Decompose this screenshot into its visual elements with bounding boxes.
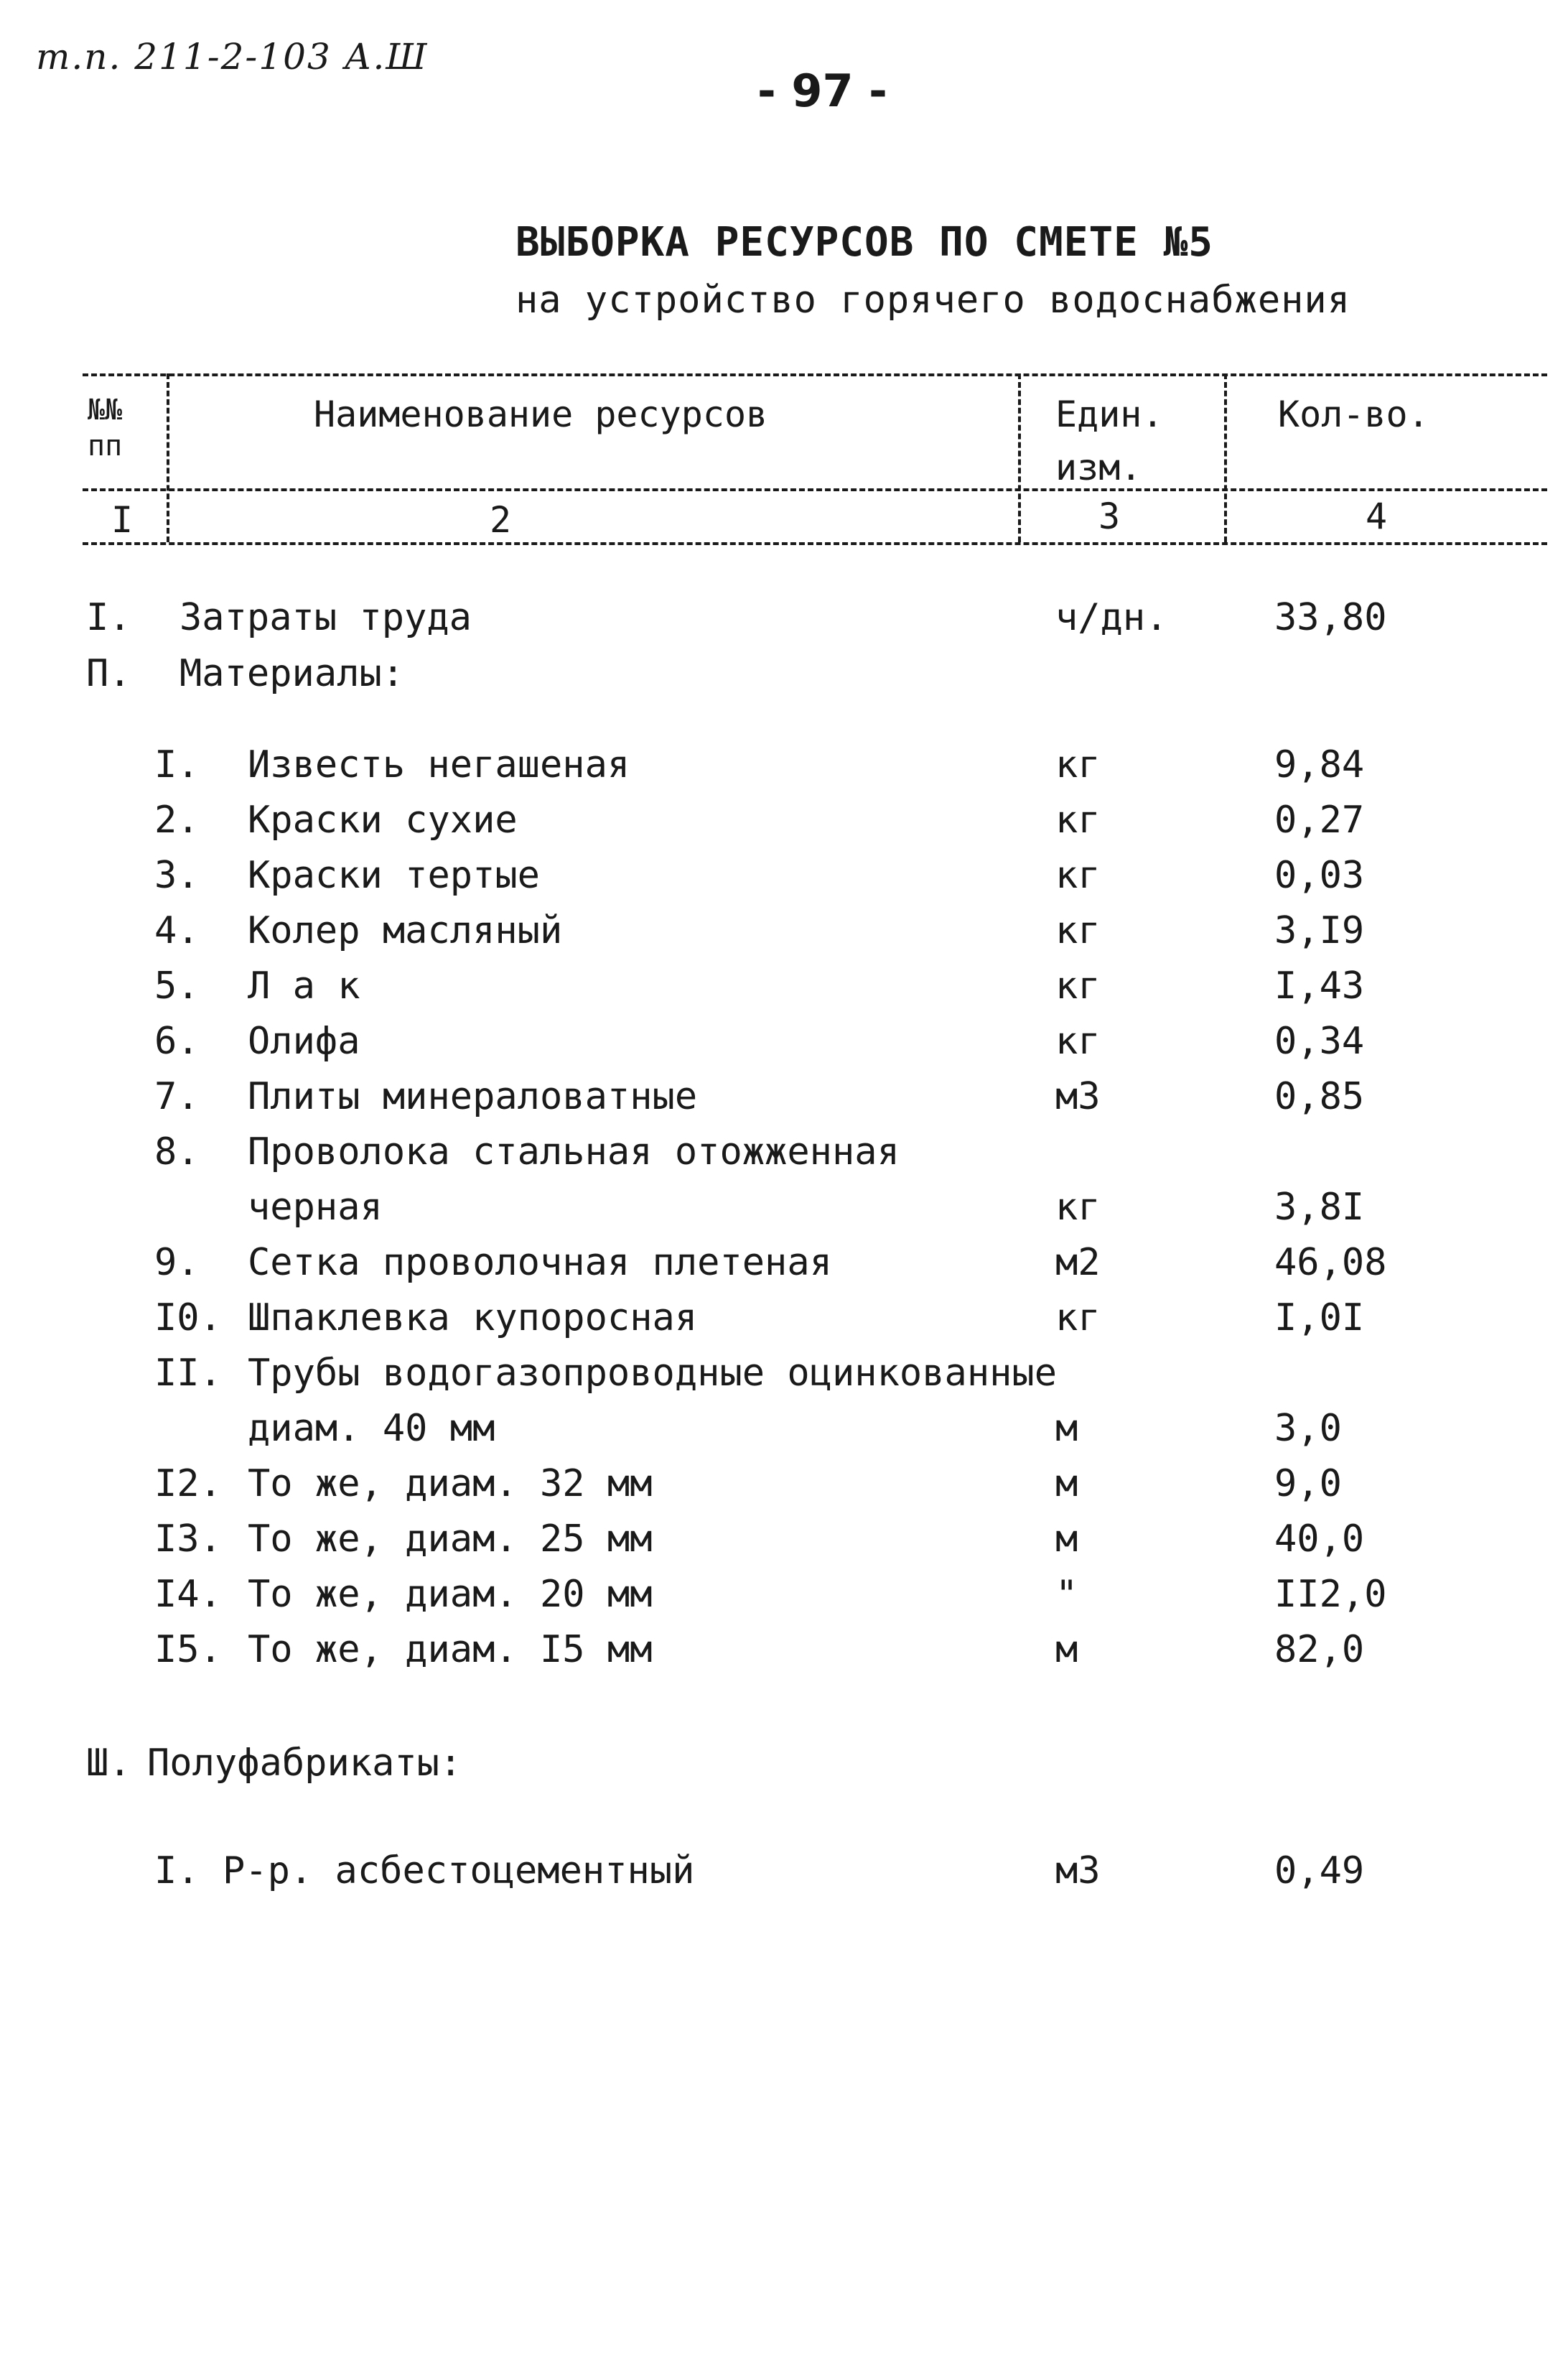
- page-subtitle: на устройство горячего водоснабжения: [515, 279, 1351, 322]
- header-col3-line2: изм.: [1055, 447, 1142, 488]
- header-divider-3: [1224, 373, 1227, 542]
- item-number: 7.: [154, 1075, 200, 1118]
- item-number: I2.: [154, 1462, 222, 1505]
- header-num-3: 3: [1098, 496, 1121, 537]
- item-number: 6.: [154, 1020, 200, 1063]
- item-qty: 0,34: [1274, 1020, 1365, 1063]
- item-name: черная: [248, 1186, 383, 1229]
- item-unit: м3: [1055, 1849, 1101, 1892]
- header-top-rule: [83, 373, 1547, 376]
- section-1-name: Затраты труда: [179, 596, 472, 639]
- item-number: I0.: [154, 1296, 222, 1339]
- item-name: диам. 40 мм: [248, 1407, 495, 1450]
- section-1-number: I.: [86, 596, 131, 639]
- item-name: То же, диам. 32 мм: [248, 1462, 653, 1505]
- item-name: Проволока стальная отожженная: [248, 1130, 900, 1173]
- item-unit: кг: [1055, 965, 1101, 1008]
- item-qty: 0,85: [1274, 1075, 1365, 1118]
- item-number: 4.: [154, 909, 200, 952]
- item-name: То же, диам. 25 мм: [248, 1518, 653, 1561]
- item-unit: м2: [1055, 1241, 1101, 1284]
- header-col2: Наименование ресурсов: [314, 394, 768, 435]
- header-col1-line1: №№: [88, 394, 123, 427]
- item-qty: 46,08: [1274, 1241, 1387, 1284]
- header-col4: Кол-во.: [1278, 394, 1429, 435]
- page-number: - 97 -: [757, 65, 887, 117]
- item-unit: м3: [1055, 1075, 1101, 1118]
- item-qty: 0,27: [1274, 799, 1365, 842]
- item-number: I3.: [154, 1518, 222, 1561]
- header-num-1: I: [111, 499, 134, 541]
- item-number: I4.: [154, 1573, 222, 1616]
- item-number: II.: [154, 1352, 222, 1395]
- page-title: ВЫБОРКА РЕСУРСОВ ПО СМЕТЕ №5: [515, 219, 1214, 266]
- item-name: Р-р. асбестоцементный: [223, 1849, 695, 1892]
- item-name: То же, диам. 20 мм: [248, 1573, 653, 1616]
- item-unit: м: [1055, 1462, 1078, 1505]
- header-col1-line2: пп: [88, 429, 123, 463]
- item-number: 3.: [154, 854, 200, 897]
- item-unit: м: [1055, 1407, 1078, 1450]
- item-qty: II2,0: [1274, 1573, 1387, 1616]
- header-num-4: 4: [1366, 496, 1388, 537]
- section-3-number: Ш.: [86, 1742, 131, 1785]
- item-name: Шпаклевка купоросная: [248, 1296, 698, 1339]
- item-name: То же, диам. I5 мм: [248, 1628, 653, 1671]
- item-number: 9.: [154, 1241, 200, 1284]
- header-divider-1: [167, 373, 169, 542]
- item-qty: 82,0: [1274, 1628, 1365, 1671]
- item-qty: 9,84: [1274, 743, 1365, 786]
- header-bottom-rule: [83, 542, 1547, 545]
- item-unit: кг: [1055, 1186, 1101, 1229]
- item-name: Колер масляный: [248, 909, 563, 952]
- item-unit: м: [1055, 1628, 1078, 1671]
- item-unit: кг: [1055, 743, 1101, 786]
- item-qty: 0,03: [1274, 854, 1365, 897]
- item-number: I.: [154, 743, 200, 786]
- item-unit: кг: [1055, 854, 1101, 897]
- item-number: I5.: [154, 1628, 222, 1671]
- item-name: Сетка проволочная плетеная: [248, 1241, 832, 1284]
- item-qty: I,0I: [1274, 1296, 1365, 1339]
- item-name: Олифа: [248, 1020, 360, 1063]
- item-number: 5.: [154, 965, 200, 1008]
- item-unit: кг: [1055, 1020, 1101, 1063]
- item-qty: 3,I9: [1274, 909, 1365, 952]
- item-qty: 3,0: [1274, 1407, 1342, 1450]
- header-num-2: 2: [490, 499, 512, 541]
- item-name: Плиты минераловатные: [248, 1075, 698, 1118]
- item-qty: 9,0: [1274, 1462, 1342, 1505]
- item-unit: м: [1055, 1518, 1078, 1561]
- item-name: Трубы водогазопроводные оцинкованные: [248, 1352, 1058, 1395]
- item-number: 8.: [154, 1130, 200, 1173]
- section-2-number: П.: [86, 652, 131, 695]
- section-3-name: Полуфабрикаты:: [147, 1742, 462, 1785]
- item-qty: 3,8I: [1274, 1186, 1365, 1229]
- item-name: Л а к: [248, 965, 360, 1008]
- item-name: Известь негашеная: [248, 743, 630, 786]
- header-middle-rule: [83, 488, 1547, 491]
- item-unit: кг: [1055, 1296, 1101, 1339]
- header-col3-line1: Един.: [1055, 394, 1164, 435]
- section-1-qty: 33,80: [1274, 596, 1387, 639]
- item-name: Краски тертые: [248, 854, 540, 897]
- document-stamp: т.п. 211-2-103 А.Ш: [36, 36, 429, 78]
- section-2-name: Материалы:: [179, 652, 405, 695]
- item-unit: кг: [1055, 799, 1101, 842]
- item-number: 2.: [154, 799, 200, 842]
- item-qty: 40,0: [1274, 1518, 1365, 1561]
- item-qty: I,43: [1274, 965, 1365, 1008]
- item-qty: 0,49: [1274, 1849, 1365, 1892]
- item-unit: ": [1055, 1573, 1078, 1616]
- section-1-unit: ч/дн.: [1055, 596, 1168, 639]
- item-unit: кг: [1055, 909, 1101, 952]
- header-divider-2: [1018, 373, 1021, 542]
- item-name: Краски сухие: [248, 799, 518, 842]
- item-number: I.: [154, 1849, 200, 1892]
